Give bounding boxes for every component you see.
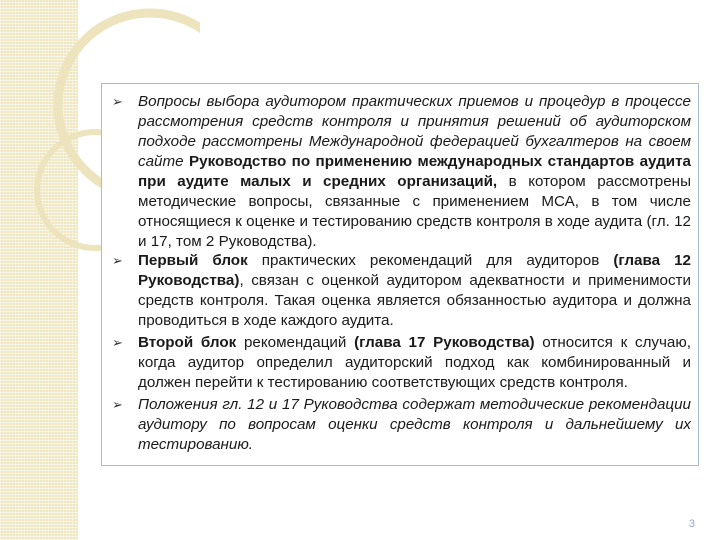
text-segment: Международной федерацией бухгалтеров на своем сайте bbox=[138, 133, 691, 170]
text-segment: практических рекомендаций для аудиторов bbox=[247, 252, 614, 269]
text-segment: Вопросы выбора аудитором практических приемов и процедур в процессе рассмотрения средств контроля и принятия решений об аудиторском подходе рассмотрены bbox=[138, 93, 691, 150]
text-segment: , связан с оценкой аудитором адекватности и применимости средств контроля. Такая оценка является обязанностью аудитора и должна проводиться в ходе каждого аудита. bbox=[138, 272, 691, 329]
page-number: 3 bbox=[688, 518, 695, 530]
text-segment: в котором рассмотрены методические вопросы, связанные с применением МСА, в том числе относящиеся к оценке и тестированию средств контроля в ходе аудита (гл. 12 и 17, том 2 Руководства). bbox=[138, 173, 691, 250]
bullet-paragraph-1 bbox=[112, 92, 691, 252]
arrow-bullet-icon: ➢ bbox=[112, 94, 123, 109]
text-segment: Положения гл. 12 и 17 Руководства содержат методические рекомендации аудитору по вопросам оценки средств контроля и дальнейшему их тестированию. bbox=[138, 396, 691, 453]
arrow-bullet-icon: ➢ bbox=[112, 253, 123, 268]
content-text-box bbox=[101, 83, 699, 466]
text-segment: (глава 17 Руководства) bbox=[354, 334, 535, 351]
text-segment: Руководство по применению международных стандартов аудита при аудите малых и средних организаций, bbox=[138, 153, 691, 190]
text-segment: Первый блок bbox=[138, 252, 248, 269]
bullet-paragraph-4 bbox=[112, 395, 691, 455]
text-segment: (глава 12 Руководства) bbox=[138, 252, 691, 289]
text-segment: Второй блок bbox=[138, 334, 237, 351]
bullet-paragraph-3 bbox=[112, 333, 691, 393]
text-segment: рекомендаций bbox=[236, 334, 355, 351]
bullet-paragraph-2 bbox=[112, 251, 691, 331]
text-segment: относится к случаю, когда аудитор определил аудиторский подход как комбинированный и должен перейти к тестированию соответствующих средств контроля. bbox=[138, 334, 691, 391]
arrow-bullet-icon: ➢ bbox=[112, 397, 123, 412]
arrow-bullet-icon: ➢ bbox=[112, 335, 123, 350]
